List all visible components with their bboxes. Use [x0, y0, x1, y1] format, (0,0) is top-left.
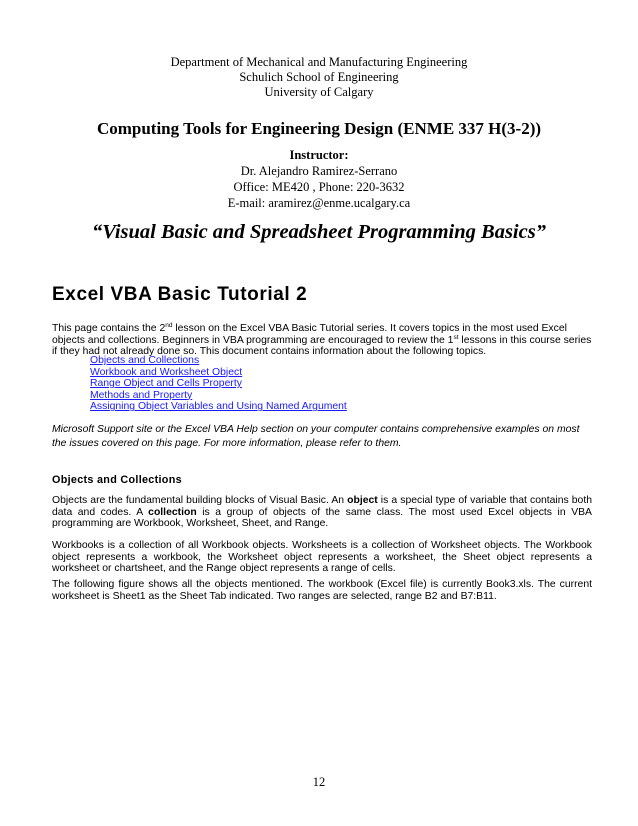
topic-link-objects-collections[interactable]: Objects and Collections	[90, 355, 200, 366]
course-subtitle: “Visual Basic and Spreadsheet Programming Basics”	[92, 221, 546, 243]
tutorial-title: Excel VBA Basic Tutorial 2	[52, 284, 308, 305]
university-line: University of Calgary	[264, 85, 374, 99]
section-paragraph-2: Workbooks is a collection of all Workbook objects. Worksheets is a collection of Worksheet objects. The Workbook object represents a workbook, the Worksheet object represents a worksheet, the Sheet object represents a worksheet or chartsheet, and the Range object represents a range of cells.	[52, 540, 592, 575]
section-heading: Objects and Collections	[52, 474, 182, 486]
instructor-name: Dr. Alejandro Ramirez-Serrano	[240, 164, 398, 178]
topic-link-range-cells[interactable]: Range Object and Cells Property	[90, 378, 242, 390]
topic-link-workbook-worksheet[interactable]: Workbook and Worksheet Object	[90, 366, 243, 378]
course-title: Computing Tools for Engineering Design (ENME 337 H(3-2))	[96, 119, 542, 138]
school-line: Schulich School of Engineering	[239, 70, 399, 84]
instructor-label: Instructor:	[289, 148, 349, 162]
intro-paragraph: This page contains the 2nd lesson on the Excel VBA Basic Tutorial series. It covers topics in the most used Excel objects and collections. Beginners in VBA programming are encouraged to review the 1st lessons in this course series if they had not already done so. This document contains information about the following topics.	[52, 322, 592, 358]
support-note: Microsoft Support site or the Excel VBA Help section on your computer contains comprehensive examples on most the issues covered on this page. For more information, please refer to them.	[52, 424, 580, 449]
section-paragraph-3: The following figure shows all the objects mentioned. The workbook (Excel file) is currently Book3.xls. The current worksheet is Sheet1 as the Sheet Tab indicated. Two ranges are selected, range B2 and B7:B11.	[52, 579, 592, 602]
instructor-office: Office: ME420 , Phone: 220-3632	[233, 180, 405, 194]
page-number: 12	[312, 775, 326, 789]
department-line: Department of Mechanical and Manufacturing Engineering	[170, 55, 468, 69]
topics-list	[90, 355, 347, 413]
section-paragraph-1: Objects are the fundamental building blocks of Visual Basic. An object is a special type of variable that contains both data and codes. A collection is a group of objects of the same class. The most used Excel objects in VBA programming are Workbook, Worksheet, Sheet, and Range.	[52, 495, 592, 530]
instructor-email: E-mail: aramirez@enme.ucalgary.ca	[227, 196, 411, 210]
topic-link-methods-property[interactable]: Methods and Property	[90, 389, 193, 401]
topic-link-object-variables[interactable]: Assigning Object Variables and Using Named Argument	[90, 401, 347, 413]
